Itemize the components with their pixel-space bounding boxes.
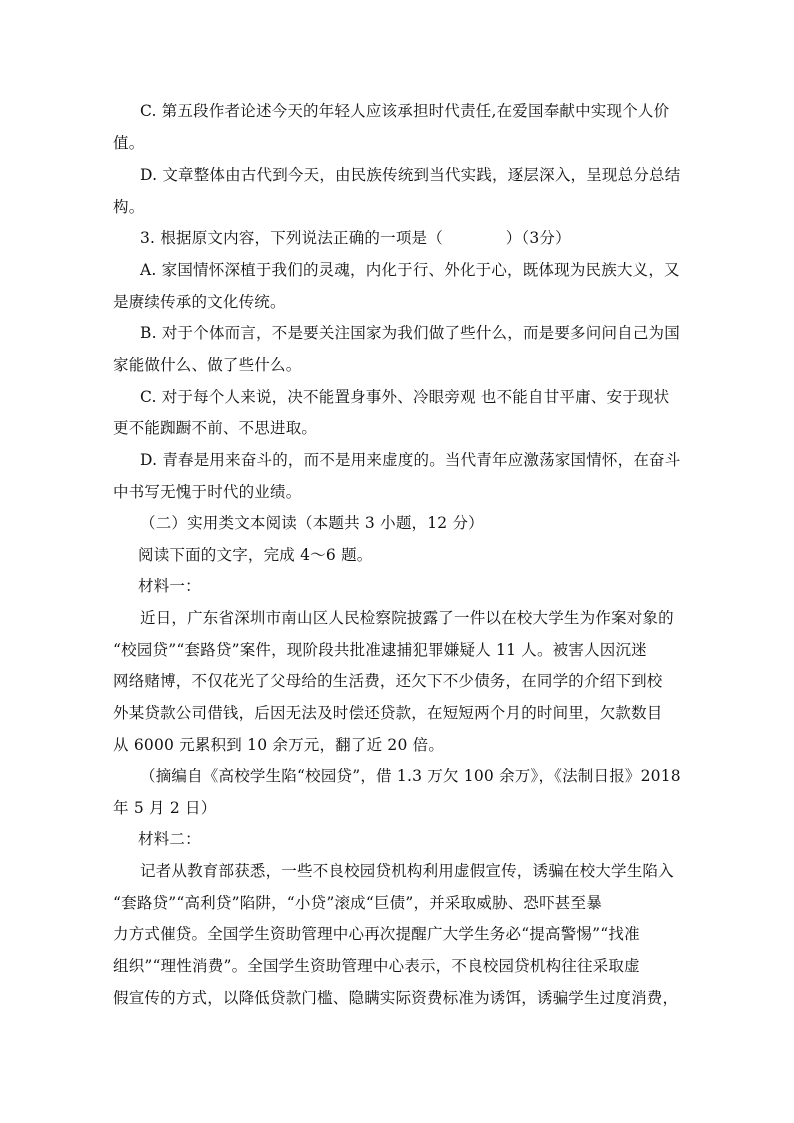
- option-d-line-1: D. 文章整体由古代到今天，由民族传统到当代实践，逐层深入，呈现总分总结: [140, 166, 681, 184]
- material-1-line-3: 网络赌博，不仅花光了父母给的生活费，还欠下不少债务，在同学的介绍下到校: [113, 672, 663, 690]
- q3-option-b-line-1: B. 对于个体而言，不是要关注国家为我们做了些什么，而是要多问问自己为国: [140, 324, 680, 342]
- material-2-line-1: 记者从教育部获悉，一些不良校园贷机构利用虚假宣传，诱骗在校大学生陷入: [140, 862, 674, 880]
- section-heading: （二）实用类文本阅读（本题共 3 小题，12 分）: [140, 514, 484, 532]
- q3-option-b-line-2: 家能做什么、做了些什么。: [113, 356, 302, 374]
- material-2-line-3: 力方式催贷。全国学生资助管理中心再次提醒广大学生务必“提高警惕”“找准: [113, 925, 640, 943]
- material-1-line-1: 近日，广东省深圳市南山区人民检察院披露了一件以在校大学生为作案对象的: [140, 609, 674, 627]
- q3-option-d-line-2: 中书写无愧于时代的业绩。: [113, 483, 302, 501]
- q3-option-d-line-1: D. 青春是用来奋斗的，而不是用来虚度的。当代青年应激荡家国情怀，在奋斗: [140, 451, 681, 469]
- material-1-label: 材料一：: [138, 577, 201, 595]
- material-2-line-2: “套路贷”“高利贷”陷阱，“小贷”滚成“巨债”，并采取威胁、恐吓甚至暴: [113, 894, 602, 912]
- material-1-line-4: 外某贷款公司借钱，后因无法及时偿还贷款，在短短两个月的时间里，欠款数目: [113, 704, 663, 722]
- material-1-source-line-2: 年 5 月 2 日）: [113, 799, 217, 817]
- option-c-line-2: 值。: [113, 134, 145, 152]
- material-2-line-5: 假宣传的方式，以降低贷款门槛、隐瞒实际资费标准为诱饵，诱骗学生过度消费，: [113, 989, 679, 1007]
- material-1-line-2: “校园贷”“套路贷”案件，现阶段共批准逮捕犯罪嫌疑人 11 人。被害人因沉迷: [113, 641, 647, 659]
- q3-option-c-line-2: 更不能踟蹰不前、不思进取。: [113, 419, 318, 437]
- reading-instruction: 阅读下面的文字，完成 4～6 题。: [138, 546, 373, 564]
- q3-option-a-line-2: 是赓续传承的文化传统。: [113, 293, 286, 311]
- option-c-line-1: C. 第五段作者论述今天的年轻人应该承担时代责任,在爱国奉献中实现个人价: [140, 102, 670, 120]
- material-1-line-5: 从 6000 元累积到 10 余万元，翻了近 20 倍。: [113, 736, 445, 754]
- option-d-line-2: 构。: [113, 198, 145, 216]
- q3-option-a-line-1: A. 家国情怀深植于我们的灵魂，内化于行、外化于心，既体现为民族大义，又: [140, 261, 680, 279]
- material-1-source-line-1: （摘编自《高校学生陷“校园贷”，借 1.3 万欠 100 余万》，《法制日报》2018: [140, 767, 681, 785]
- q3-option-c-line-1: C. 对于每个人来说，决不能置身事外、冷眼旁观 也不能自甘平庸、安于现状: [140, 388, 670, 406]
- material-2-line-4: 组织”“理性消费”。全国学生资助管理中心表示，不良校园贷机构往往采取虚: [113, 957, 640, 975]
- material-2-label: 材料二：: [138, 830, 201, 848]
- question-3: 3. 根据原文内容，下列说法正确的一项是（ ）（3分）: [140, 229, 571, 247]
